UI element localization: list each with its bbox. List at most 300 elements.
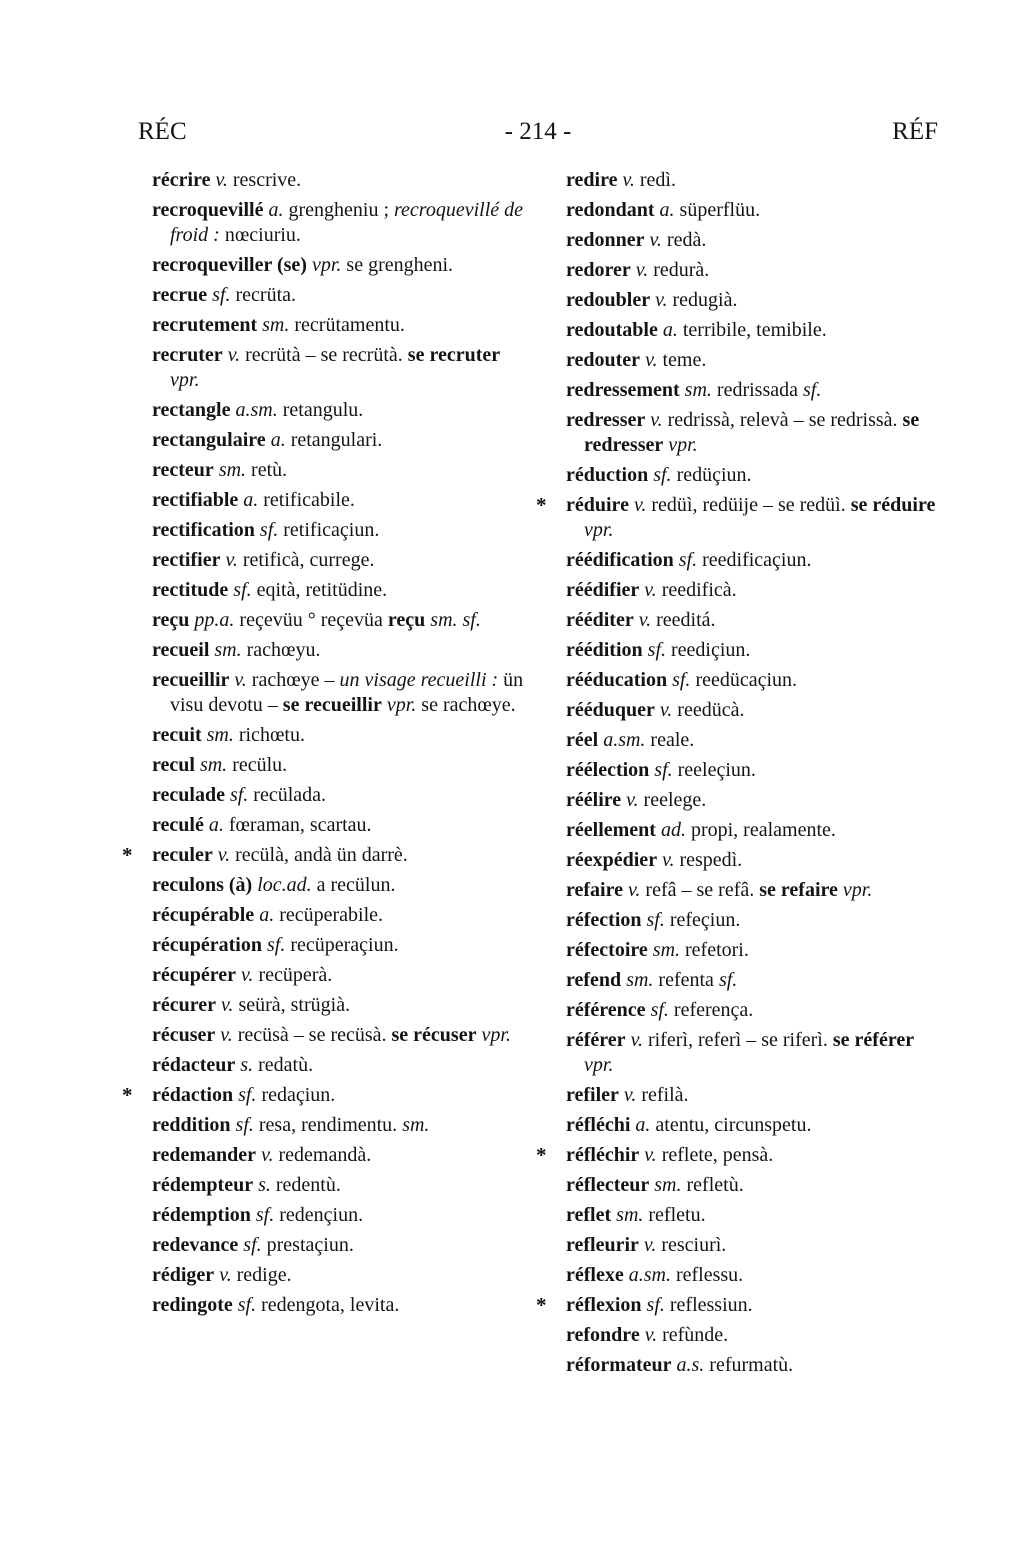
headword: réfléchi [566, 1114, 631, 1136]
definition: reflete, pensà. [661, 1144, 774, 1166]
asterisk-marker: * [122, 1083, 133, 1107]
grammar-label: sm. [684, 379, 712, 401]
dictionary-entry [152, 993, 530, 1018]
definition: se recrütà. [320, 344, 403, 366]
definition: recüperabile. [279, 904, 384, 926]
dictionary-entry [152, 1023, 530, 1048]
grammar-label: sf. [212, 284, 231, 306]
definition: recülu. [232, 754, 288, 776]
headword: redouter [566, 349, 641, 371]
grammar-label: v. [626, 789, 639, 811]
dictionary-entry [566, 818, 946, 843]
grammar-label: sm. [626, 969, 654, 991]
grammar-label: vpr. [584, 519, 614, 541]
grammar-label: a. [662, 319, 678, 341]
grammar-label: sf. [243, 1234, 262, 1256]
grammar-label: sf. [462, 609, 481, 631]
grammar-label: sf. [678, 549, 698, 571]
definition: retificà, currege. [242, 549, 375, 571]
dictionary-entry [152, 1233, 530, 1258]
grammar-label: sm. [214, 639, 242, 661]
definition: se grengheni. [346, 254, 454, 276]
grammar-label: a.sm. [628, 1264, 671, 1286]
headword: recueillir [152, 669, 230, 691]
headword: réexpédier [566, 849, 658, 871]
headword: reculade [152, 784, 225, 806]
definition: recüperà. [258, 964, 333, 986]
definition: ün visu devotu – [170, 669, 524, 716]
headword: se réduire [850, 494, 936, 516]
dictionary-entry [152, 1263, 530, 1288]
grammar-label: sf. [233, 579, 252, 601]
grammar-label: v. [643, 1234, 657, 1256]
dictionary-entry [566, 698, 946, 723]
grammar-label: sf. [646, 1294, 665, 1316]
headword: se redresser [584, 409, 920, 456]
headword: réélire [566, 789, 622, 811]
grammar-label: v. [261, 1144, 274, 1166]
grammar-label: v. [638, 609, 652, 631]
definition: refenta [658, 969, 714, 991]
definition: riferì, referì – [647, 1029, 757, 1051]
definition: reflessiun. [669, 1294, 753, 1316]
dictionary-entry [152, 283, 530, 308]
definition: rendimentu. [301, 1114, 398, 1136]
dictionary-entry [566, 168, 946, 193]
dictionary-entry [566, 1173, 946, 1198]
grammar-label: v. [650, 409, 663, 431]
grammar-label: vpr. [842, 879, 873, 901]
definition: redugià. [672, 289, 738, 311]
grammar-label: v. [241, 964, 254, 986]
headword: récupérer [152, 964, 237, 986]
definition: retangulari. [290, 429, 383, 451]
definition: teme. [662, 349, 707, 371]
headword: réédition [566, 639, 643, 661]
definition: redige. [236, 1264, 292, 1286]
headword: recroqueviller (se) [152, 254, 307, 276]
headword: réellement [566, 819, 656, 841]
grammar-label: sm. [402, 1114, 430, 1136]
definition: reçevüa [320, 609, 383, 631]
definition: redà. [666, 229, 707, 251]
dictionary-entry [152, 933, 530, 958]
dictionary-entry [152, 783, 530, 808]
definition: rescrive. [232, 169, 302, 191]
definition: redüì, redüije – [651, 494, 773, 516]
definition: redengota, levita. [261, 1294, 400, 1316]
dictionary-entry [566, 463, 946, 488]
headword: redressement [566, 379, 680, 401]
dictionary-entry [566, 608, 946, 633]
grammar-label: v. [234, 669, 247, 691]
dictionary-entry [152, 1113, 530, 1138]
headword: se récuser [391, 1024, 477, 1046]
definition: recüsà – [237, 1024, 304, 1046]
grammar-label: sf. [255, 1204, 275, 1226]
dictionary-entry [152, 168, 530, 193]
grammar-label: v. [635, 259, 649, 281]
dictionary-entry [152, 548, 530, 573]
grammar-label: sf. [266, 934, 286, 956]
definition: reedücà. [677, 699, 745, 721]
grammar-label: sf. [650, 999, 669, 1021]
header-left-guideword: RÉC [138, 118, 187, 145]
grammar-label: v. [227, 344, 241, 366]
headword: recul [152, 754, 195, 776]
dictionary-entry [566, 378, 946, 403]
dictionary-entry [152, 753, 530, 778]
headword: réfection [566, 909, 642, 931]
headword: réduire [566, 494, 629, 516]
definition: reedücaçiun. [695, 669, 798, 691]
headword: redoubler [566, 289, 651, 311]
dictionary-entry [566, 968, 946, 993]
example-phrase: recroquevillé de froid : [170, 199, 524, 246]
grammar-label: sf. [259, 519, 279, 541]
headword: refaire [566, 879, 624, 901]
grammar-label: sf. [229, 784, 249, 806]
dictionary-entry [566, 668, 946, 693]
headword: redonner [566, 229, 645, 251]
definition: se riferì. [761, 1029, 828, 1051]
definition: refletù. [686, 1174, 744, 1196]
grammar-label: a. [635, 1114, 651, 1136]
definition: redentù. [275, 1174, 341, 1196]
definition: se recüsà. [308, 1024, 387, 1046]
definition: recrütamentu. [294, 314, 405, 336]
definition: propi, realamente. [690, 819, 836, 841]
headword: réélection [566, 759, 650, 781]
definition: retù. [251, 459, 288, 481]
definition: rachœyu. [246, 639, 321, 661]
grammar-label: loc.ad. [257, 874, 312, 896]
dictionary-entry [152, 1203, 530, 1228]
dictionary-entry [566, 638, 946, 663]
headword: redondant [566, 199, 655, 221]
headword: rédiger [152, 1264, 215, 1286]
left-column [122, 168, 530, 1323]
grammar-label: sm. [652, 939, 681, 961]
dictionary-entry [152, 903, 530, 928]
headword: réédification [566, 549, 674, 571]
dictionary-entry [152, 638, 530, 663]
headword: rééduquer [566, 699, 655, 721]
dictionary-entry [152, 253, 530, 278]
headword: recrutement [152, 314, 258, 336]
headword: se référer [832, 1029, 915, 1051]
grammar-label: v. [217, 844, 231, 866]
definition: redurà. [653, 259, 710, 281]
headword: référer [566, 1029, 626, 1051]
definition: recülada. [253, 784, 327, 806]
asterisk-marker: * [536, 1143, 547, 1167]
dictionary-entry [566, 348, 946, 373]
dictionary-entry [152, 723, 530, 748]
definition: reedificaçiun. [702, 549, 812, 571]
dictionary-entry [566, 728, 946, 753]
grammar-label: sf. [235, 1114, 254, 1136]
dictionary-entry [566, 1233, 946, 1258]
headword: redevance [152, 1234, 239, 1256]
grammar-label: sf. [653, 464, 672, 486]
definition: reeditá. [656, 609, 716, 631]
grammar-label: vpr. [311, 254, 342, 276]
definition: refetori. [685, 939, 749, 961]
headword: rectangle [152, 399, 231, 421]
dictionary-entry [566, 878, 946, 903]
dictionary-entry [566, 908, 946, 933]
dictionary-entry [566, 998, 946, 1023]
grammar-label: vpr. [386, 694, 417, 716]
definition: reediçiun. [671, 639, 751, 661]
definition: recrütà – [245, 344, 316, 366]
headword: reddition [152, 1114, 231, 1136]
dictionary-entry [566, 198, 946, 223]
headword: réformateur [566, 1354, 672, 1376]
headword: réflexion [566, 1294, 642, 1316]
dictionary-entry [566, 548, 946, 573]
dictionary-entry [122, 1083, 530, 1108]
grammar-label: v. [645, 349, 658, 371]
headword: récupération [152, 934, 262, 956]
definition: refurmatù. [709, 1354, 794, 1376]
dictionary-entry [566, 1028, 946, 1078]
grammar-label: sf. [237, 1294, 257, 1316]
grammar-label: sf. [654, 759, 673, 781]
definition: reçevüu ° [239, 609, 316, 631]
dictionary-entry [152, 488, 530, 513]
grammar-label: a.s. [676, 1354, 705, 1376]
dictionary-entry [566, 1353, 946, 1378]
definition: retificaçiun. [283, 519, 380, 541]
grammar-label: a. [268, 199, 284, 221]
definition: se redrissà. [808, 409, 898, 431]
headword: rectitude [152, 579, 229, 601]
definition: fœraman, scartau. [228, 814, 372, 836]
definition: seürà, strügià. [238, 994, 351, 1016]
grammar-label: sf. [646, 909, 665, 931]
grammar-label: sm. [199, 754, 228, 776]
definition: prestaçiun. [266, 1234, 354, 1256]
headword: reçu [387, 609, 426, 631]
headword: se recueillir [282, 694, 382, 716]
grammar-label: a.sm. [235, 399, 278, 421]
asterisk-marker: * [122, 843, 133, 867]
grammar-label: v. [628, 879, 641, 901]
headword: récupérable [152, 904, 255, 926]
grammar-label: sm. [218, 459, 247, 481]
dictionary-entry [536, 493, 946, 543]
headword: redire [566, 169, 618, 191]
definition: richœtu. [238, 724, 305, 746]
grammar-label: sm. [206, 724, 234, 746]
headword: rééditer [566, 609, 634, 631]
headword: refleurir [566, 1234, 639, 1256]
dictionary-entry [566, 1083, 946, 1108]
grammar-label: sf. [802, 379, 822, 401]
dictionary-entry [566, 848, 946, 873]
grammar-label: sm. [430, 609, 458, 631]
definition: respedì. [679, 849, 743, 871]
dictionary-entry [566, 788, 946, 813]
dictionary-entry [566, 228, 946, 253]
dictionary-entry [152, 873, 530, 898]
headword: réduction [566, 464, 649, 486]
example-phrase: un visage recueilli : [339, 669, 499, 691]
definition: redüçiun. [676, 464, 752, 486]
headword: rédaction [152, 1084, 234, 1106]
headword: reculé [152, 814, 204, 836]
headword: recruter [152, 344, 223, 366]
grammar-label: v. [644, 1324, 658, 1346]
headword: récrire [152, 169, 211, 191]
definition: redì. [639, 169, 676, 191]
dictionary-entry [152, 1053, 530, 1078]
dictionary-entry [566, 938, 946, 963]
dictionary-entry [152, 813, 530, 838]
grammar-label: sm. [616, 1204, 644, 1226]
definition: a recülun. [316, 874, 396, 896]
dictionary-entry [566, 408, 946, 458]
grammar-label: a. [243, 489, 259, 511]
headword: redorer [566, 259, 631, 281]
headword: refend [566, 969, 622, 991]
grammar-label: v. [219, 1264, 232, 1286]
headword: recuit [152, 724, 202, 746]
definition: grengheniu ; [288, 199, 389, 221]
definition: se refâ. [696, 879, 755, 901]
headword: réfectoire [566, 939, 648, 961]
headword: reculer [152, 844, 213, 866]
dictionary-entry [566, 578, 946, 603]
grammar-label: sm. [654, 1174, 682, 1196]
headword: rectifier [152, 549, 221, 571]
dictionary-entry [152, 668, 530, 718]
grammar-label: a. [259, 904, 275, 926]
definition: se redüì. [777, 494, 846, 516]
headword: rédemption [152, 1204, 251, 1226]
grammar-label: sm. [262, 314, 290, 336]
headword: se refaire [759, 879, 838, 901]
definition: redaçiun. [261, 1084, 336, 1106]
dictionary-entry [566, 1263, 946, 1288]
dictionary-entry [566, 288, 946, 313]
grammar-label: vpr. [481, 1024, 511, 1046]
definition: recrüta. [235, 284, 297, 306]
definition: retificabile. [263, 489, 355, 511]
headword: redemander [152, 1144, 257, 1166]
grammar-label: v. [221, 994, 234, 1016]
definition: redrissà, relevà – [667, 409, 804, 431]
headword: récurer [152, 994, 217, 1016]
headword: redresser [566, 409, 646, 431]
grammar-label: v. [220, 1024, 233, 1046]
headword: rédacteur [152, 1054, 236, 1076]
headword: reflet [566, 1204, 612, 1226]
headword: recroquevillé [152, 199, 264, 221]
dictionary-entry [152, 343, 530, 393]
headword: reculons (à) [152, 874, 253, 896]
grammar-label: v. [225, 549, 238, 571]
grammar-label: a.sm. [603, 729, 646, 751]
asterisk-marker: * [536, 1293, 547, 1317]
dictionary-entry [566, 1203, 946, 1228]
grammar-label: vpr. [668, 434, 698, 456]
dictionary-entry [152, 963, 530, 988]
headword: réflecteur [566, 1174, 650, 1196]
headword: recteur [152, 459, 214, 481]
grammar-label: sf. [672, 669, 691, 691]
headword: redoutable [566, 319, 658, 341]
definition: atentu, circunspetu. [655, 1114, 812, 1136]
headword: référence [566, 999, 646, 1021]
grammar-label: a. [208, 814, 224, 836]
header-right-guideword: RÉF [892, 118, 938, 145]
definition: refâ – [645, 879, 692, 901]
headword: rectifiable [152, 489, 239, 511]
headword: réfléchir [566, 1144, 640, 1166]
running-header [138, 118, 938, 158]
headword: réflexe [566, 1264, 624, 1286]
headword: recrue [152, 284, 208, 306]
definition: reelege. [643, 789, 707, 811]
definition: recülà, andà ün darrè. [235, 844, 408, 866]
dictionary-entry [566, 258, 946, 283]
definition: se rachœye. [421, 694, 516, 716]
dictionary-entry [152, 608, 530, 633]
grammar-label: v. [659, 699, 673, 721]
grammar-label: a. [270, 429, 286, 451]
grammar-label: vpr. [170, 369, 200, 391]
grammar-label: v. [644, 579, 657, 601]
definition: refùnde. [662, 1324, 729, 1346]
grammar-label: s. [258, 1174, 271, 1196]
headword: reçu [152, 609, 190, 631]
asterisk-marker: * [536, 493, 547, 517]
grammar-label: ad. [660, 819, 686, 841]
grammar-label: v. [655, 289, 668, 311]
definition: recüperaçiun. [290, 934, 399, 956]
grammar-label: vpr. [584, 1054, 614, 1076]
dictionary-entry [152, 313, 530, 338]
grammar-label: v. [215, 169, 228, 191]
definition: retangulu. [282, 399, 364, 421]
dictionary-entry [152, 1173, 530, 1198]
definition: reale. [650, 729, 695, 751]
grammar-label: v. [662, 849, 675, 871]
definition: nœciuriu. [224, 224, 301, 246]
definition: rachœye – [251, 669, 335, 691]
grammar-label: sf. [718, 969, 738, 991]
headword: réédifier [566, 579, 640, 601]
headword: récuser [152, 1024, 216, 1046]
definition: reedificà. [661, 579, 737, 601]
dictionary-entry [536, 1143, 946, 1168]
headword: refondre [566, 1324, 640, 1346]
definition: refilà. [641, 1084, 689, 1106]
grammar-label: s. [240, 1054, 254, 1076]
dictionary-entry [152, 518, 530, 543]
dictionary-entry [566, 1323, 946, 1348]
headword: rectangulaire [152, 429, 266, 451]
definition: resciurì. [661, 1234, 727, 1256]
definition: terribile, temibile. [682, 319, 827, 341]
definition: redatù. [258, 1054, 314, 1076]
definition: süperflüu. [679, 199, 761, 221]
definition: resa, [258, 1114, 297, 1136]
grammar-label: v. [630, 1029, 643, 1051]
